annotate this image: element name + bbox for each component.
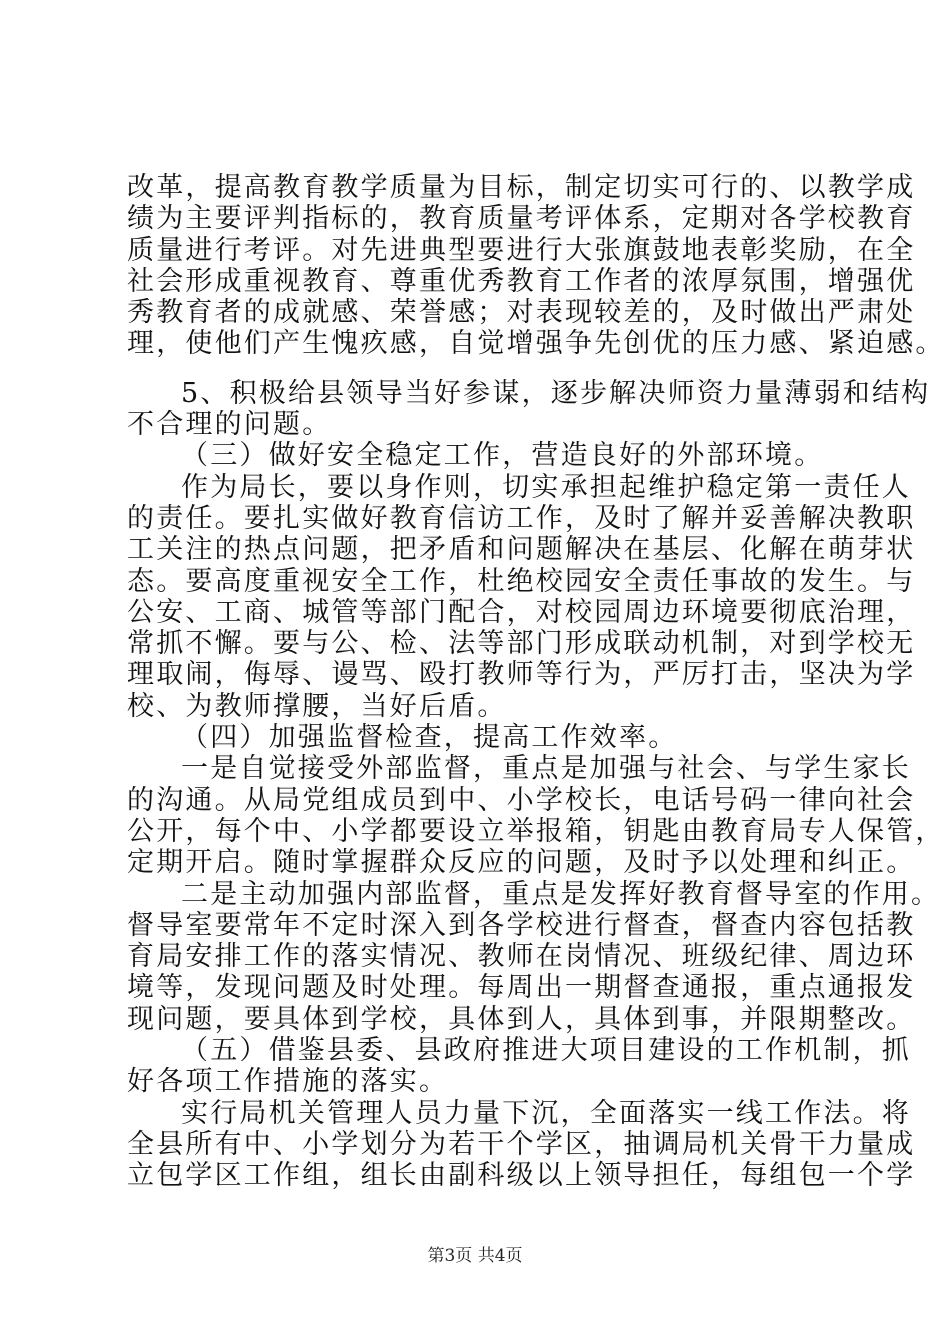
text-line: 的责任。要扎实做好教育信访工作，及时了解并妥善解决教职	[127, 502, 916, 534]
text-line: 立包学区工作组，组长由副科级以上领导担任，每组包一个学	[127, 1160, 916, 1192]
text-line: 理，使他们产生愧疚感，自觉增强争先创优的压力感、紧迫感。	[127, 328, 945, 360]
section-heading: （三）做好安全稳定工作，营造良好的外部环境。	[181, 440, 824, 472]
text-line: 一是自觉接受外部监督，重点是加强与社会、与学生家长	[181, 753, 911, 785]
text-line: 二是主动加强内部监督，重点是发挥好教育督导室的作用。	[181, 878, 941, 910]
text-line: 定期开启。随时掌握群众反应的问题，及时予以处理和纠正。	[127, 847, 916, 879]
text-line: 的沟通。从局党组成员到中、小学校长，电话号码一律向社会	[127, 784, 916, 816]
text-line: 全县所有中、小学划分为若干个学区，抽调局机关骨干力量成	[127, 1128, 916, 1160]
text-line: 理取闹，侮辱、谩骂、殴打教师等行为，严厉打击，坚决为学	[127, 659, 916, 691]
text-line: 现问题，要具体到学校，具体到人，具体到事，并限期整改。	[127, 1003, 916, 1035]
text-line: 改革，提高教育教学质量为目标，制定切实可行的、以教学成	[127, 172, 916, 203]
text-line: 实行局机关管理人员力量下沉，全面落实一线工作法。将	[181, 1097, 911, 1129]
text-line: 督导室要常年不定时深入到各学校进行督查，督查内容包括教	[127, 909, 916, 941]
text-line: 绩为主要评判指标的，教育质量考评体系，定期对各学校教育	[127, 203, 916, 235]
page-number: 第3页 共4页	[427, 1246, 523, 1266]
text-line: 境等，发现问题及时处理。每周出一期督查通报，重点通报发	[127, 972, 916, 1004]
text-line: 育局安排工作的落实情况、教师在岗情况、班级纪律、周边环	[127, 941, 916, 973]
text-line: 公安、工商、城管等部门配合，对校园周边环境要彻底治理，	[127, 596, 916, 628]
text-line: 社会形成重视教育、尊重优秀教育工作者的浓厚氛围，增强优	[127, 265, 916, 297]
text-line: 不合理的问题。	[127, 409, 332, 441]
text-line: 常抓不懈。要与公、检、法等部门形成联动机制，对到学校无	[127, 628, 916, 660]
document-body	[127, 172, 945, 1192]
text-line: 态。要高度重视安全工作，杜绝校园安全责任事故的发生。与	[127, 565, 916, 597]
text-line: 好各项工作措施的落实。	[127, 1066, 449, 1098]
section-heading: （五）借鉴县委、县政府推进大项目建设的工作机制，抓	[181, 1035, 911, 1067]
text-line: 校、为教师撑腰，当好后盾。	[127, 690, 507, 722]
text-line: 公开，每个中、小学都要设立举报箱，钥匙由教育局专人保管，	[127, 815, 945, 847]
text-line: 质量进行考评。对先进典型要进行大张旗鼓地表彰奖励，在全	[127, 234, 916, 266]
text-line: 作为局长，要以身作则，切实承担起维护稳定第一责任人	[181, 471, 911, 503]
text-line: 工关注的热点问题，把矛盾和问题解决在基层、化解在萌芽状	[127, 534, 916, 566]
section-heading: （四）加强监督检查，提高工作效率。	[181, 722, 678, 754]
text-line: 秀教育者的成就感、荣誉感；对表现较差的，及时做出严肃处	[127, 297, 916, 329]
text-line: 5、积极给县领导当好参谋，逐步解决师资力量薄弱和结构	[181, 377, 931, 409]
